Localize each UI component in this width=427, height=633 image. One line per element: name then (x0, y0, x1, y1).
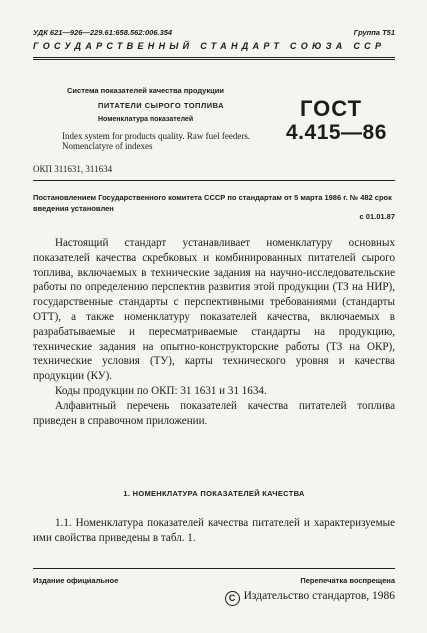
group-code: Группа Т51 (353, 28, 395, 37)
nomenclature-title: Номенклатура показателей (98, 116, 194, 123)
system-title: Система показателей качества продукции (67, 86, 224, 95)
body-paragraph: Коды продукции по ОКП: 31 1631 и 31 1634. (55, 384, 267, 397)
reprint-notice: Перепечатка воспрещена (300, 576, 395, 585)
title-rule (33, 180, 395, 181)
header-rule-thick (33, 57, 395, 58)
okp-codes: ОКП 311631, 311634 (33, 164, 113, 174)
body-text (33, 236, 395, 428)
section-heading: 1. НОМЕНКЛАТУРА ПОКАЗАТЕЛЕЙ КАЧЕСТВА (123, 489, 305, 498)
copyright-line (225, 590, 395, 606)
copyright-icon: C (225, 591, 240, 606)
copyright-text: Издательство стандартов, 1986 (243, 590, 395, 602)
official-edition: Издание официальное (33, 576, 119, 585)
body-paragraph: Настоящий стандарт устанавливает номенклатуру основных показателей качества скребковых и комбинированных питателей сырого топлива, включаемых в технические задания на научно-исследовательские работы по определению перспектив развития этой продукции (ТЗ на НИР), государственные стандарты с перспективными требованиями (стандарты ОТТ), а также номенклатуру показателей качества, включаемых в разрабатываемые и пересматриваемые стандарты на продукцию, технические задания на опытно-конструкторские работы (ТЗ на ОКР), технические условия (ТУ), карты технического уровня и качества продукции (КУ). (33, 237, 395, 383)
resolution-text: Постановлением Государственного комитета СССР по стандартам от 5 марта 1986 г. № 482 срок введения установлен (33, 193, 392, 213)
effective-date: с 01.01.87 (359, 212, 395, 221)
section-paragraph: 1.1. Номенклатура показателей качества питателей и характеризуемые ими свойства приведены в табл. 1. (33, 517, 395, 544)
footer-rule (33, 568, 395, 569)
gost-number: 4.415—86 (286, 121, 387, 144)
english-title: Index system for products quality. Raw fuel feeders. Nomenclatyre of indexes (62, 131, 251, 151)
standard-title-line: ГОСУДАРСТВЕННЫЙ СТАНДАРТ СОЮЗА ССР (33, 41, 386, 51)
body-paragraph: Алфавитный перечень показателей качества питателей топлива приведен в справочном приложении. (33, 399, 395, 427)
gost-label: ГОСТ (300, 96, 363, 121)
section-body (33, 516, 395, 546)
udk-code: УДК 621—926—229.61:658.562:006.354 (33, 28, 173, 37)
product-title: ПИТАТЕЛИ СЫРОГО ТОПЛИВА (98, 101, 225, 110)
header-rule-thin (33, 59, 395, 60)
